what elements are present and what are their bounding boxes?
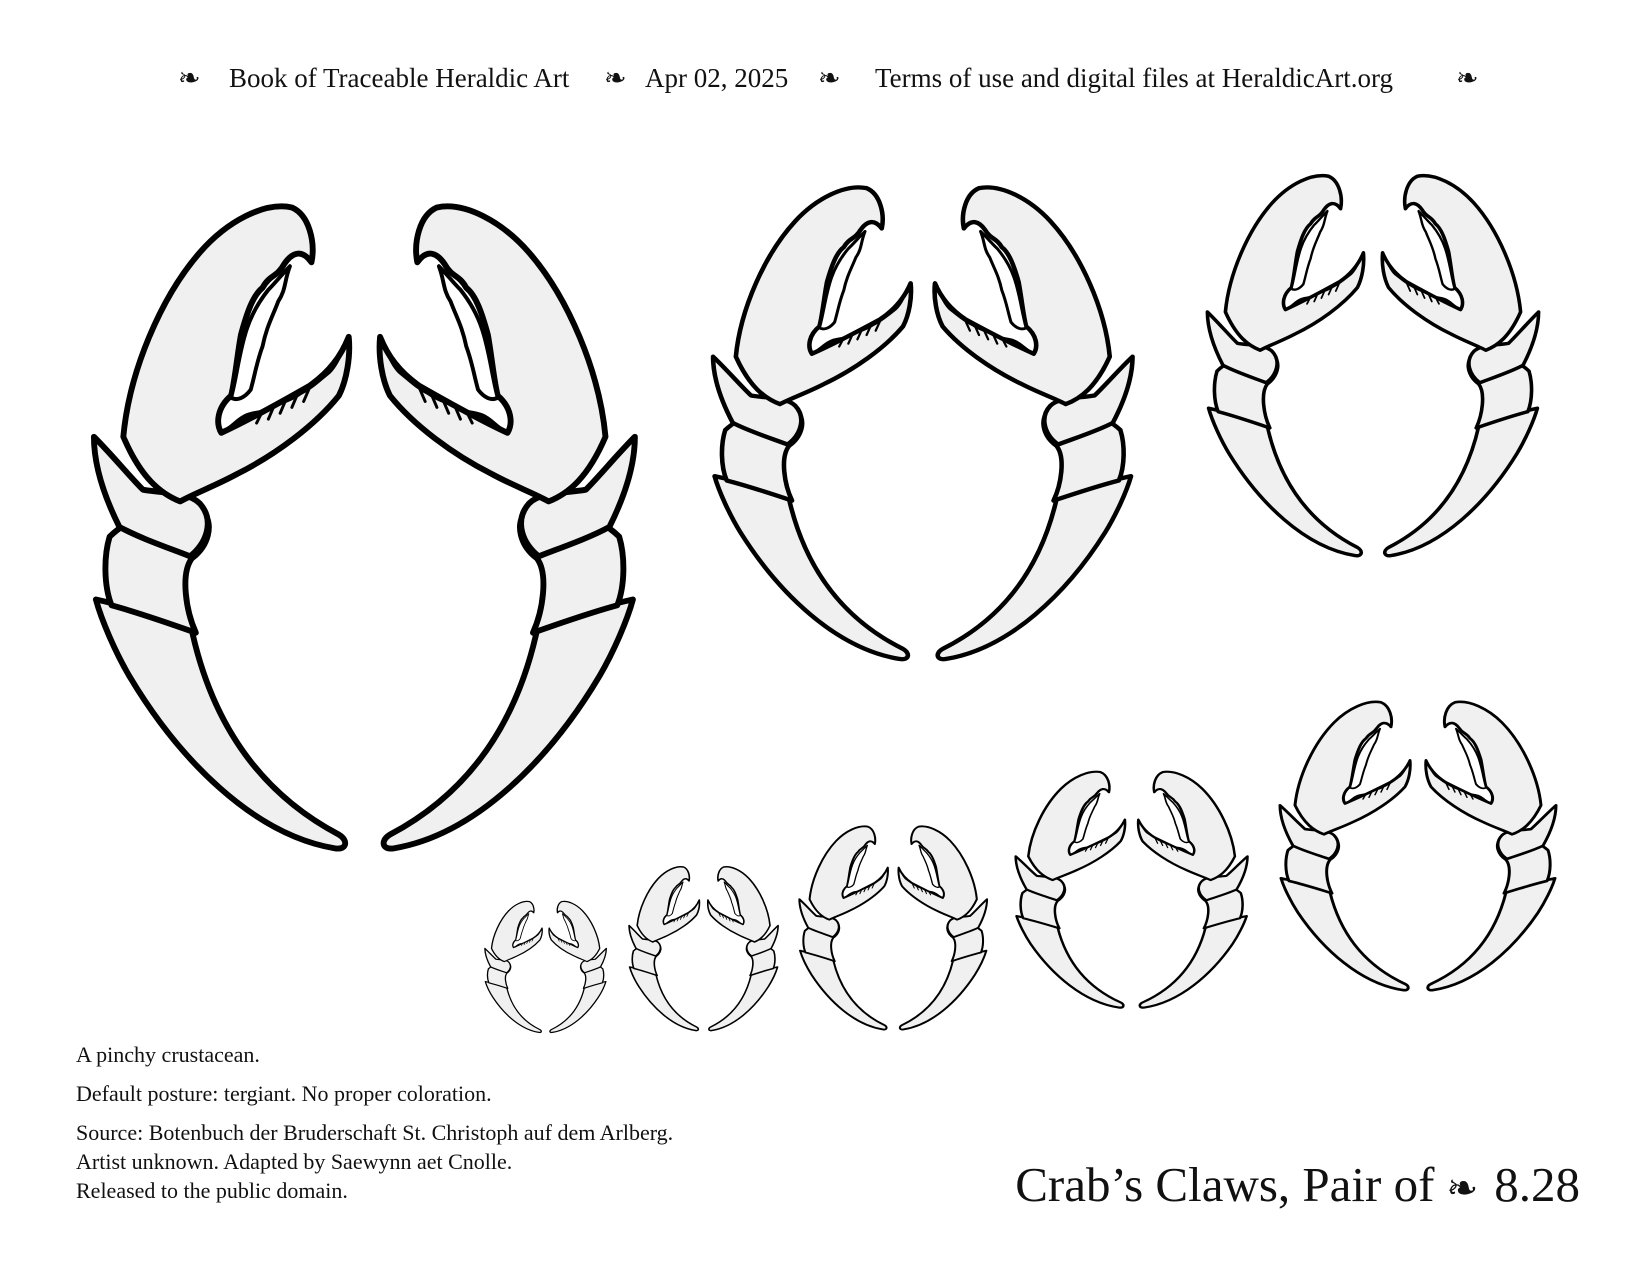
claw-pair-small-2 [629,867,778,1031]
fleuron-ornament: ❧ [1446,1168,1479,1210]
print-date: Apr 02, 2025 [645,63,789,93]
claw-pair-small-1 [485,901,606,1032]
fleuron-ornament: ❧ [818,63,841,93]
terms-of-use: Terms of use and digital files at HeraldicArt.org [875,63,1393,93]
fleuron-ornament: ❧ [1456,63,1479,93]
claw-pair-small-4 [1016,772,1248,1008]
artist-line: Artist unknown. Adapted by Saewynn aet Cnolle. [76,1149,513,1174]
plate-title: Crab’s Claws, Pair of [1015,1157,1435,1212]
claw-pair-medium [713,187,1133,659]
posture-line: Default posture: tergiant. No proper coloration. [76,1081,492,1106]
claw-pair-large [94,206,635,848]
description-line: A pinchy crustacean. [76,1042,260,1067]
claw-pair-small-3 [799,826,987,1029]
plate-caption [880,1150,1580,1220]
fleuron-ornament: ❧ [604,63,627,93]
description-block [76,1040,836,1215]
plate-number: 8.28 [1494,1157,1580,1212]
claw-pair-small-5 [1280,702,1556,990]
source-block [76,1118,836,1205]
source-line: Source: Botenbuch der Bruderschaft St. Christoph auf dem Arlberg. [76,1120,674,1145]
book-title: Book of Traceable Heraldic Art [229,63,570,93]
license-line: Released to the public domain. [76,1178,348,1203]
fleuron-ornament: ❧ [178,63,201,93]
claw-pair-medium-small [1207,176,1538,556]
